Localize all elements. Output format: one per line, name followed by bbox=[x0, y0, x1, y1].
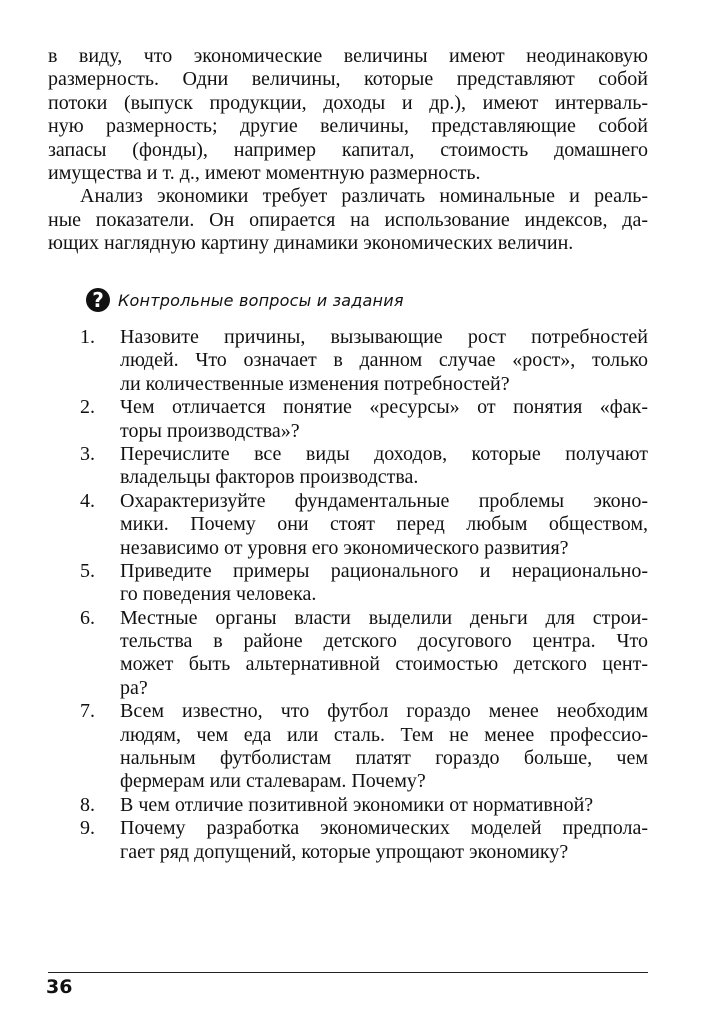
question-text-line: Чем отличается понятие «ресурсы» от понятия «фак- bbox=[120, 396, 648, 419]
question-text-line: торы производства»? bbox=[120, 419, 300, 442]
question-number: 4. bbox=[80, 489, 95, 512]
question-number: 6. bbox=[80, 606, 95, 629]
text-line: имущества и т. д., имеют моментную размерность. bbox=[48, 161, 481, 184]
text-line: ную размерность; другие величины, представляющие собой bbox=[48, 115, 648, 138]
question-item bbox=[76, 326, 648, 396]
question-item bbox=[76, 700, 648, 794]
question-text-line: независимо от уровня его экономического развития? bbox=[120, 536, 569, 559]
question-text-line: В чем отличие позитивной экономики от нормативной? bbox=[120, 793, 594, 816]
footer-divider bbox=[48, 972, 648, 973]
question-item bbox=[76, 560, 648, 607]
question-text-line: Перечислите все виды доходов, которые получают bbox=[120, 442, 648, 465]
question-number: 7. bbox=[80, 700, 95, 723]
question-item bbox=[76, 817, 648, 864]
question-text-line: го поведения человека. bbox=[120, 583, 317, 606]
question-number: 2. bbox=[80, 396, 95, 419]
page-number: 36 bbox=[46, 976, 73, 998]
question-text-line: ра? bbox=[120, 676, 148, 699]
question-text-line: Всем известно, что футбол гораздо менее необходим bbox=[120, 700, 648, 723]
question-number: 3. bbox=[80, 442, 95, 465]
question-item bbox=[76, 490, 648, 560]
question-text-line: фермерам или сталеварам. Почему? bbox=[120, 770, 426, 793]
question-item bbox=[76, 396, 648, 443]
question-number: 1. bbox=[80, 326, 95, 348]
section-title: Контрольные вопросы и задания bbox=[118, 290, 404, 310]
question-text-line: нальным футболистам платят гораздо больше, чем bbox=[120, 747, 648, 770]
question-text-line: людям, чем еда или сталь. Тем не менее профессио- bbox=[120, 723, 648, 746]
question-text-line: Охарактеризуйте фундаментальные проблемы эконо- bbox=[120, 489, 648, 512]
question-text-line: может быть альтернативной стоимостью детского цент- bbox=[120, 653, 648, 676]
question-item bbox=[76, 794, 648, 817]
question-item bbox=[76, 443, 648, 490]
question-text-line: ли количественные изменения потребностей? bbox=[120, 372, 510, 395]
intro-text bbox=[48, 45, 648, 256]
text-line: в виду, что экономические величины имеют неодинаковую bbox=[48, 45, 648, 67]
question-number: 5. bbox=[80, 559, 95, 582]
question-item bbox=[76, 607, 648, 701]
question-text-line: Назовите причины, вызывающие рост потребностей bbox=[120, 326, 648, 348]
question-text-line: тельства в районе детского досугового центра. Что bbox=[120, 630, 648, 653]
question-text-line: мики. Почему они стоят перед любым обществом, bbox=[120, 513, 648, 536]
text-line: Анализ экономики требует различать номинальные и реаль- bbox=[80, 185, 648, 208]
question-mark-icon: ? bbox=[86, 288, 110, 312]
question-text-line: Приведите примеры рационального и нерационально- bbox=[120, 559, 648, 582]
text-line: потоки (выпуск продукции, доходы и др.), имеют интерваль- bbox=[48, 91, 648, 114]
questions-list bbox=[76, 326, 648, 864]
question-text-line: Местные органы власти выделили деньги для строи- bbox=[120, 606, 648, 629]
text-line: запасы (фонды), например капитал, стоимость домашнего bbox=[48, 138, 648, 161]
question-text-line: гает ряд допущений, которые упрощают экономику? bbox=[120, 840, 569, 863]
question-number: 8. bbox=[80, 793, 95, 816]
text-line: размерность. Одни величины, которые представляют собой bbox=[48, 68, 648, 91]
question-text-line: владельцы факторов производства. bbox=[120, 466, 419, 489]
question-text-line: Почему разработка экономических моделей предпола- bbox=[120, 817, 648, 840]
text-line: ющих наглядную картину динамики экономических величин. bbox=[48, 232, 574, 255]
section-heading bbox=[86, 288, 404, 312]
text-line: ные показатели. Он опирается на использование индексов, да- bbox=[48, 208, 648, 231]
question-text-line: людей. Что означает в данном случае «рост», только bbox=[120, 349, 648, 372]
question-number: 9. bbox=[80, 817, 95, 840]
